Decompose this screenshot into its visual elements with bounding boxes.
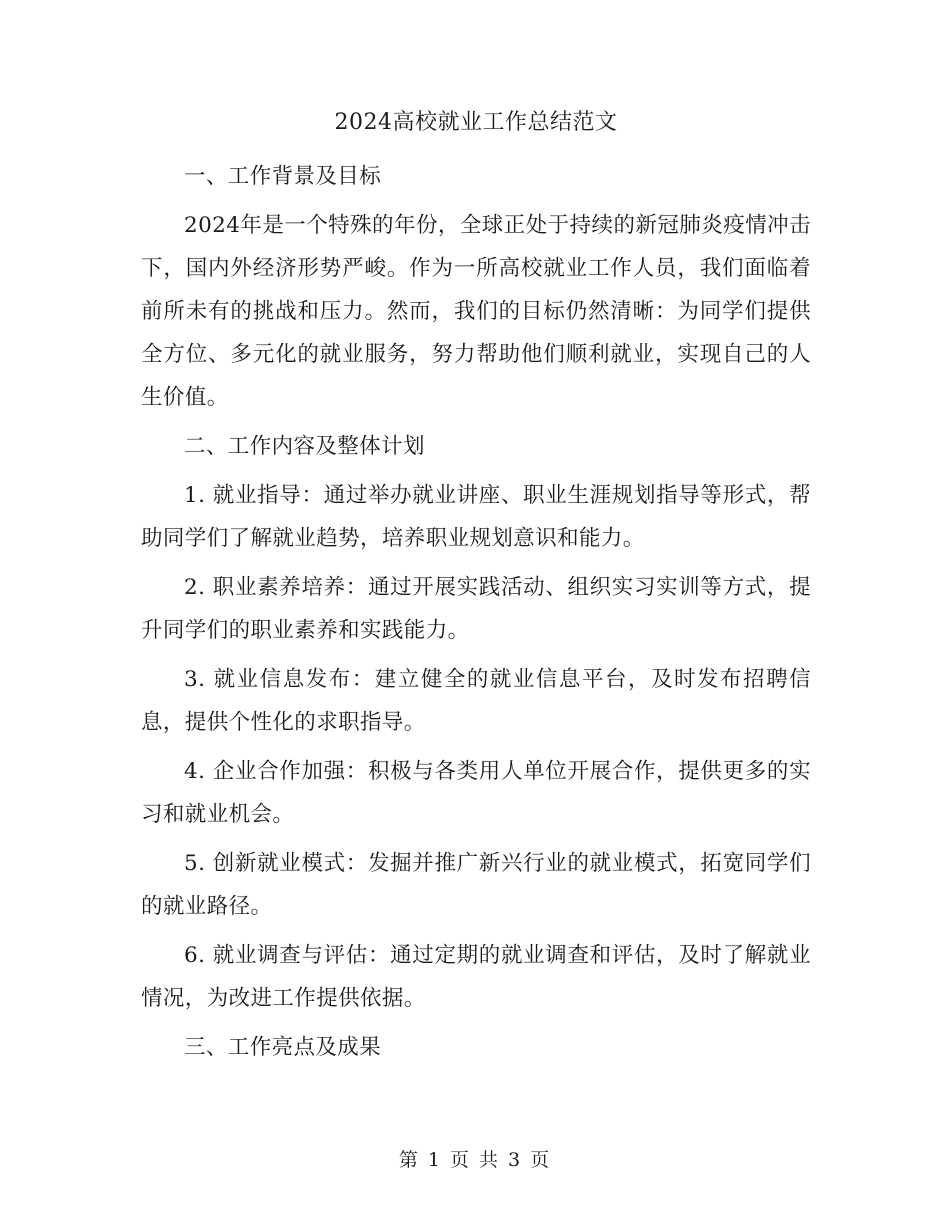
list-item-info-release: 3. 就业信息发布：建立健全的就业信息平台，及时发布招聘信息，提供个性化的求职指导。: [141, 667, 811, 735]
paragraph-background: 2024年是一个特殊的年份，全球正处于持续的新冠肺炎疫情冲击下，国内外经济形势严峻。作为一所高校就业工作人员，我们面临着前所未有的挑战和压力。然而，我们的目标仍然清晰：为同学们提供全方位、多元化的就业服务，努力帮助他们顺利就业，实现自己的人生价值。: [141, 213, 811, 410]
section-heading-highlights: 三、工作亮点及成果: [184, 1035, 382, 1060]
section-heading-plan: 二、工作内容及整体计划: [184, 434, 425, 459]
list-item-professional-training: 2. 职业素养培养：通过开展实践活动、组织实习实训等方式，提升同学们的职业素养和实践能力。: [141, 575, 811, 643]
list-item-innovation-model: 5. 创新就业模式：发掘并推广新兴行业的就业模式，拓宽同学们的就业路径。: [141, 851, 811, 919]
section-heading-background: 一、工作背景及目标: [184, 164, 382, 189]
document-body: [141, 103, 811, 1075]
list-item-survey-evaluation: 6. 就业调查与评估：通过定期的就业调查和评估，及时了解就业情况，为改进工作提供依据。: [141, 943, 811, 1011]
list-item-enterprise-cooperation: 4. 企业合作加强：积极与各类用人单位开展合作，提供更多的实习和就业机会。: [141, 759, 811, 827]
list-item-employment-guidance: 1. 就业指导：通过举办就业讲座、职业生涯规划指导等形式，帮助同学们了解就业趋势，培养职业规划意识和能力。: [141, 483, 811, 551]
document-title: 2024高校就业工作总结范文: [334, 110, 618, 135]
page-footer: 第 1 页 共 3 页: [398, 1149, 552, 1171]
